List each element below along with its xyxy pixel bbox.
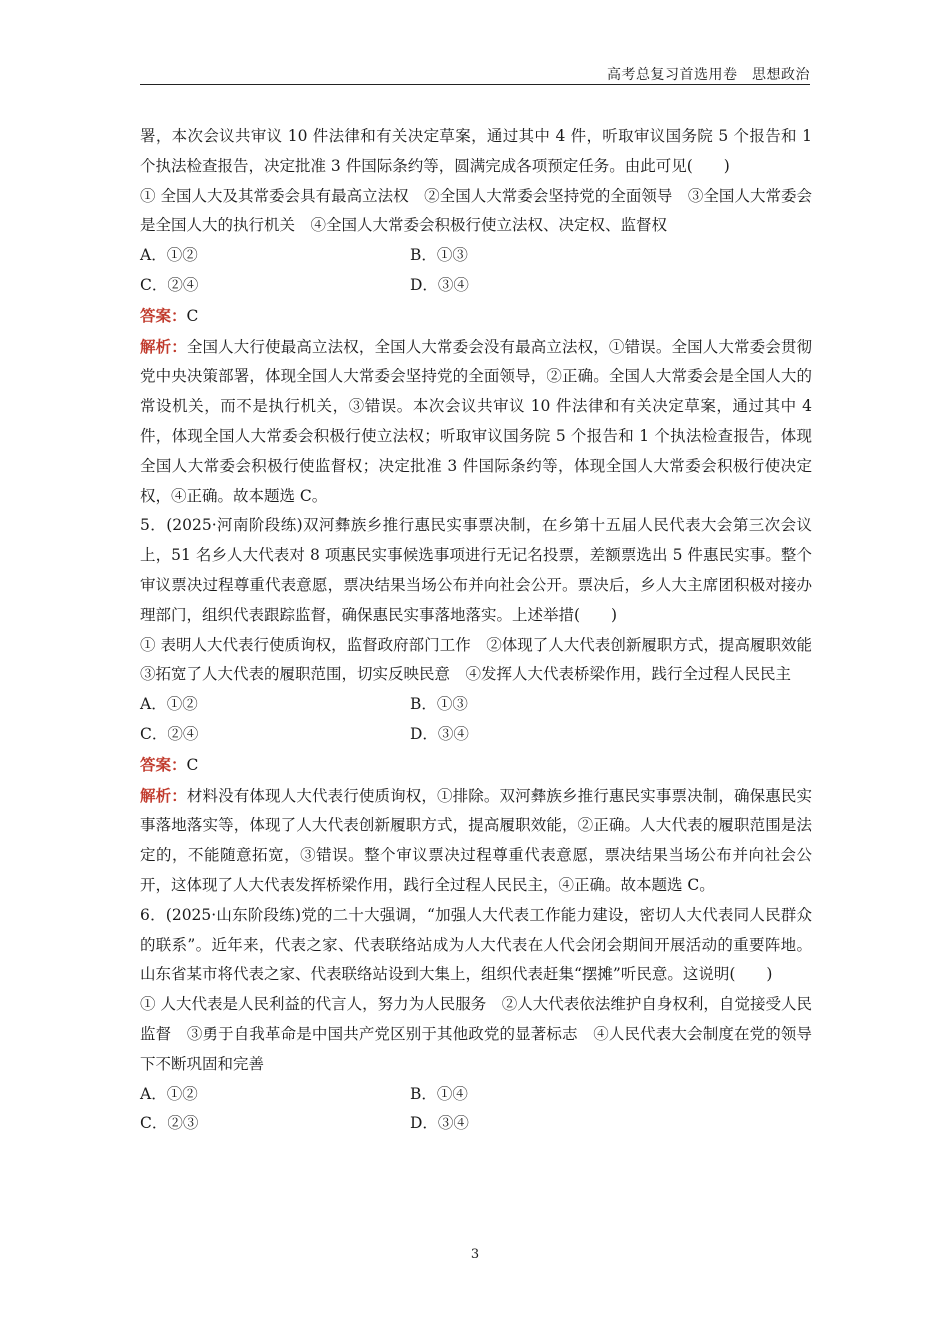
q4-options-row1	[140, 241, 812, 271]
q5-options-row1	[140, 690, 812, 720]
q4-option-b: B．①③	[410, 246, 468, 265]
analysis-text: 全国人大行使最高立法权，全国人大常委会没有最高立法权，①错误。全国人大常委会贯彻党中央决策部署，体现全国人大常委会坚持党的全面领导，②正确。全国人大常委会是全国人大的常设机关，而不是执行机关，③错误。本次会议共审议 10 件法律和有关决定草案，通过其中 4 件，体现全国人大常委会积极行使立法权；听取审议国务院 5 个报告和 1 个执法检查报告，体现全国人大常委会积极行使监督权；决定批准 3 件国际条约等，体现全国人大常委会积极行使决定权，④正确。故本题选 C。	[140, 337, 812, 505]
q6-option-b: B．①④	[410, 1084, 468, 1103]
q6-statements: ① 人大代表是人民利益的代言人，努力为人民服务 ②人大代表依法维护自身权利，自觉接受人民监督 ③勇于自我革命是中国共产党区别于其他政党的显著标志 ④人民代表大会制度在党的领导下不断巩固和完善	[140, 995, 812, 1073]
header-title: 高考总复习首选用卷 思想政治	[607, 67, 810, 83]
q6-options-row1	[140, 1080, 812, 1110]
q5-option-b: B．①③	[410, 695, 468, 714]
q5-option-c: C．②④	[140, 724, 199, 743]
q4-options-row2	[140, 271, 812, 301]
answer-label: 答案：	[140, 305, 187, 325]
analysis-text: 材料没有体现人大代表行使质询权，①排除。双河彝族乡推行惠民实事票决制，确保惠民实事落地落实等，体现了人大代表创新履职方式，提高履职效能，②正确。人大代表的履职范围是法定的，不能随意拓宽，③错误。整个审议票决过程尊重代表意愿，票决结果当场公布并向社会公开，这体现了人大代表发挥桥梁作用，践行全过程人民民主，④正确。故本题选 C。	[140, 786, 812, 894]
q6-options-row2	[140, 1109, 812, 1139]
q5-statements: ① 表明人大代表行使质询权，监督政府部门工作 ②体现了人大代表创新履职方式，提高履职效能 ③拓宽了人大代表的履职范围，切实反映民意 ④发挥人大代表桥梁作用，践行全过程人民民主	[140, 635, 828, 684]
answer-value: C	[186, 755, 199, 774]
page-header	[140, 62, 810, 85]
q5-answer	[140, 750, 812, 781]
q6-stem: 6．(2025·山东阶段练)党的二十大强调，“加强人大代表工作能力建设，密切人大代表同人民群众的联系”。近年来，代表之家、代表联络站成为人大代表在人代会闭会期间开展活动的重要阵地。山东省某市将代表之家、代表联络站设到大集上，组织代表赶集“摆摊”听民意。这说明( )	[140, 905, 812, 984]
q5-options-row2	[140, 720, 812, 750]
q4-analysis	[140, 332, 812, 512]
answer-label: 答案：	[140, 754, 187, 774]
q4-answer	[140, 301, 812, 332]
q4-stem: 署，本次会议共审议 10 件法律和有关决定草案，通过其中 4 件，听取审议国务院 5 个报告和 1 个执法检查报告，决定批准 3 件国际条约等，圆满完成各项预定任务。由此可见( )	[140, 127, 812, 175]
q5-option-a: A．①②	[140, 695, 198, 714]
q5-option-d: D．③④	[410, 724, 469, 743]
page-number: 3	[470, 1247, 480, 1262]
q6-option-c: C．②③	[140, 1114, 199, 1133]
q6-option-a: A．①②	[140, 1084, 198, 1103]
q4-option-a: A．①②	[140, 246, 198, 265]
q4-statements: ① 全国人大及其常委会具有最高立法权 ②全国人大常委会坚持党的全面领导 ③全国人大常委会是全国人大的执行机关 ④全国人大常委会积极行使立法权、决定权、监督权	[140, 186, 812, 235]
analysis-label: 解析：	[140, 785, 187, 805]
q5-stem: 5．(2025·河南阶段练)双河彝族乡推行惠民实事票决制，在乡第十五届人民代表大会第三次会议上，51 名乡人大代表对 8 项惠民实事候选事项进行无记名投票，差额票选出 5 件惠民实事。整个审议票决过程尊重代表意愿，票决结果当场公布并向社会公开。票决后，乡人大主席团积极对接办理部门，组织代表跟踪监督，确保惠民实事落地落实。上述举措( )	[140, 516, 812, 624]
q4-option-c: C．②④	[140, 275, 199, 294]
q6-option-d: D．③④	[410, 1114, 469, 1133]
page-content	[140, 122, 828, 1139]
answer-value: C	[186, 306, 199, 325]
q4-option-d: D．③④	[410, 275, 469, 294]
analysis-label: 解析：	[140, 336, 187, 356]
q5-analysis	[140, 781, 812, 901]
